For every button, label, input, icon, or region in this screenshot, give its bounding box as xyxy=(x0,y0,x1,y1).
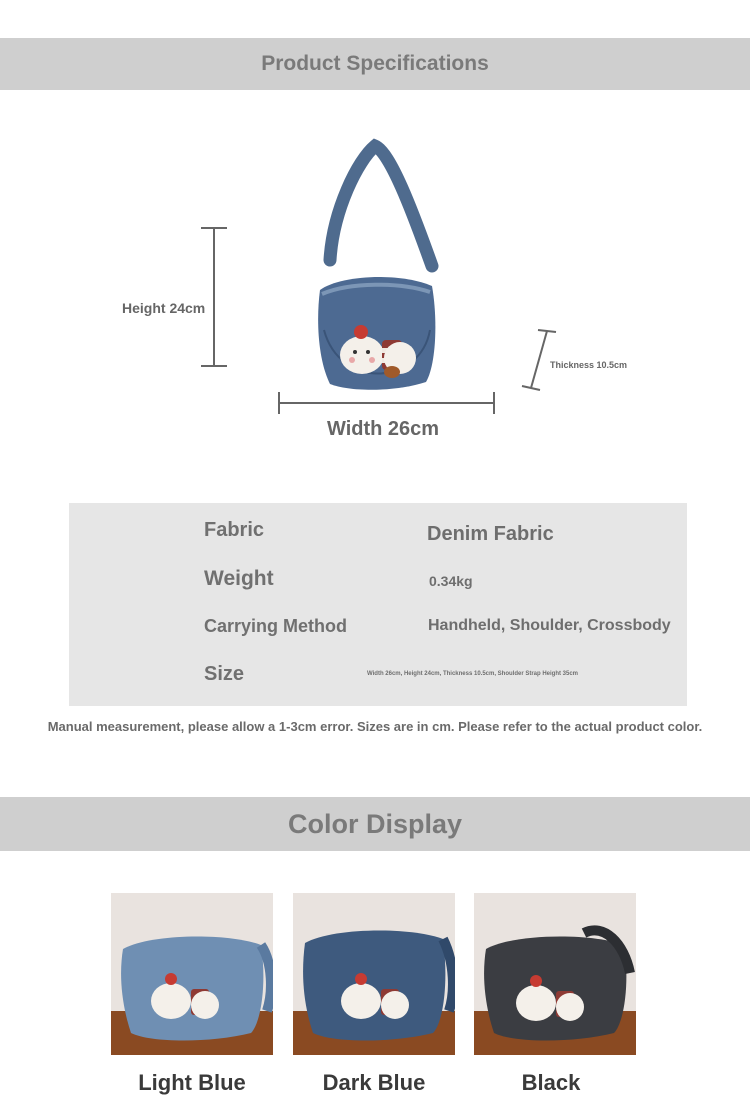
spec-row-carrying xyxy=(69,616,687,646)
spec-row-fabric xyxy=(69,519,687,549)
spec-value: 0.34kg xyxy=(429,573,473,589)
spec-section-banner xyxy=(0,38,750,90)
spec-key: Fabric xyxy=(204,519,265,541)
spec-key: Carrying Method xyxy=(204,616,348,636)
spec-key: Size xyxy=(204,663,245,685)
spec-value: Denim Fabric xyxy=(427,523,554,545)
color-label-black: Black xyxy=(521,1070,581,1095)
width-label: Width 26cm xyxy=(327,418,440,440)
color-section-title: Color Display xyxy=(287,808,463,839)
height-indicator xyxy=(201,228,227,366)
thickness-label: Thickness 10.5cm xyxy=(550,360,628,370)
spec-key: Weight xyxy=(204,567,274,590)
bag-photo-black xyxy=(474,893,636,1055)
color-section-banner xyxy=(0,797,750,851)
bag-photo-light-blue xyxy=(111,893,273,1055)
bag-photo-dark-blue xyxy=(293,893,455,1055)
color-label-dark-blue: Dark Blue xyxy=(322,1070,426,1095)
spec-row-weight xyxy=(69,567,687,597)
bag-image xyxy=(318,146,435,390)
spec-table xyxy=(69,503,687,706)
spec-row-size xyxy=(69,663,687,693)
color-swatch-black[interactable] xyxy=(474,893,636,1055)
spec-value: Handheld, Shoulder, Crossbody xyxy=(428,617,671,634)
color-swatch-light-blue[interactable] xyxy=(111,893,273,1055)
height-label: Height 24cm xyxy=(122,300,206,316)
color-swatch-dark-blue[interactable] xyxy=(293,893,455,1055)
measurement-note: Manual measurement, please allow a 1-3cm error. Sizes are in cm. Please refer to the actual product color. xyxy=(47,719,703,734)
spec-section-title: Product Specifications xyxy=(261,52,489,75)
color-label-light-blue: Light Blue xyxy=(138,1070,246,1095)
width-indicator xyxy=(279,392,494,414)
spec-value: Width 26cm, Height 24cm, Thickness 10.5cm, Shoulder Strap Height 35cm xyxy=(367,671,579,677)
